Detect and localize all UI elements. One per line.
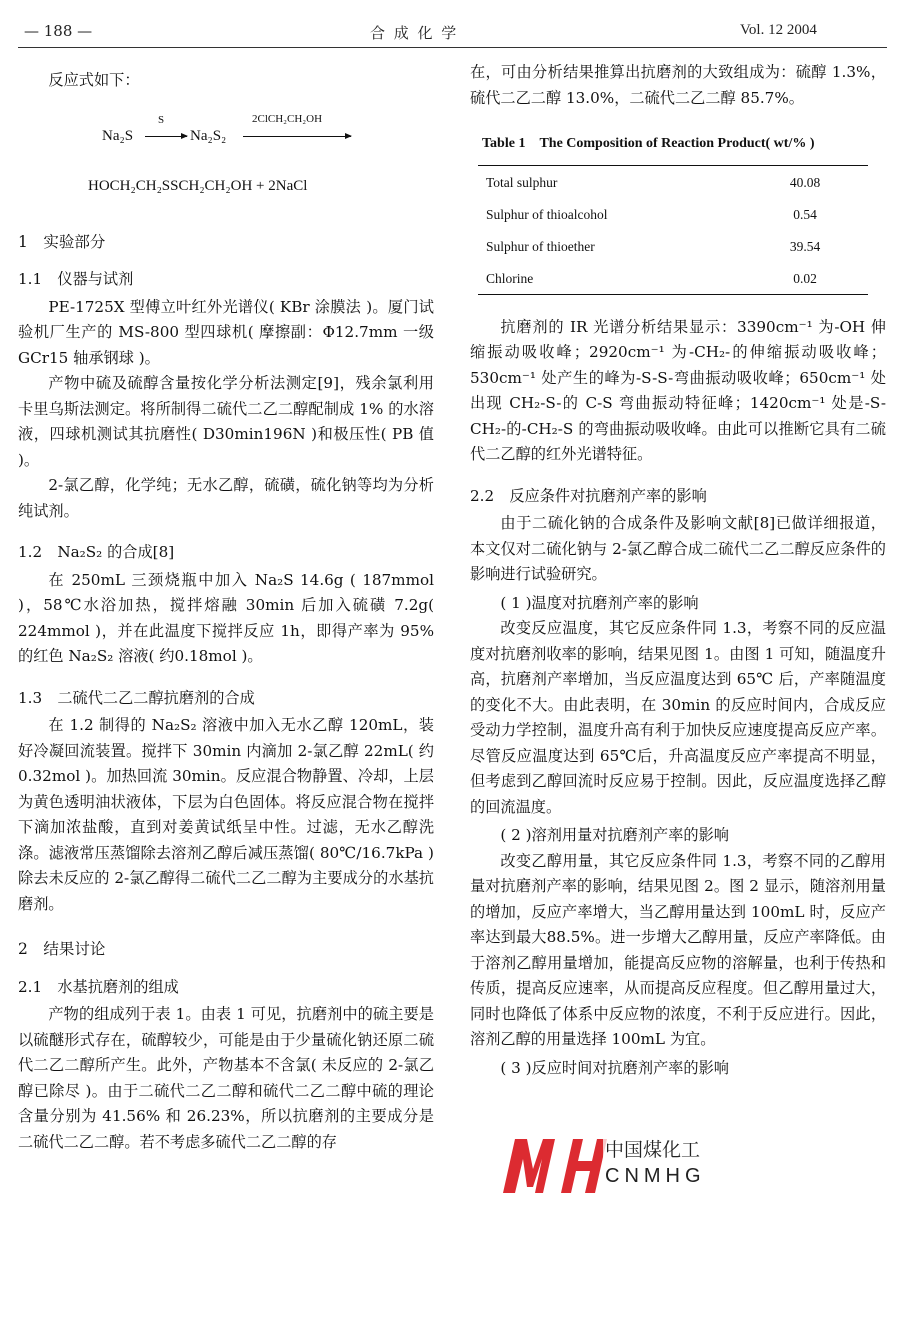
section-1-3-heading: 1.3 二硫代二乙二醇抗磨剂的合成 [18,688,255,707]
table-row [478,230,868,262]
paragraph: PE-1725X 型傅立叶红外光谱仪( KBr 涂膜法 )。厦门试验机厂生产的 MS-800 型四球机( 摩擦副：Φ12.7mm 一级 GCr15 轴承钢球 )。 [18,297,434,367]
section-1-2-heading: 1.2 Na₂S₂ 的合成[8] [18,543,175,561]
eq-arrow-1 [145,136,187,137]
paragraph: 产物的组成列于表 1。由表 1 可见，抗磨剂中的硫主要是以硫醚形式存在，硫醇较少，可能是由于少量硫化钠还原二硫代二乙二醇所产生。此外，产物基本不含氯( 未反应的 2-氯乙醇已除尽 )。由于二硫代二乙二醇和硫代二乙二醇中硫的理论含量分别为 41.56% 和 26.23%，所以抗磨剂的主要成分是二硫代二乙二醇。若不考虑多硫代二乙二醇的存 [18,1005,434,1151]
watermark-cn-text: 中国煤化工 [603,1135,702,1162]
section-2-2-heading: 2.2 反应条件对抗磨剂产率的影响 [470,486,707,505]
eq-product: HOCH₂CH₂SSCH₂CH₂OH + 2NaCl [88,177,308,194]
table-cell: Total sulphur [486,174,558,190]
paragraph: 抗磨剂的 IR 光谱分析结果显示：3390cm⁻¹ 为-OH 伸缩振动吸收峰；2920cm⁻¹ 为-CH₂-的伸缩振动吸收峰；530cm⁻¹ 处产生的峰为-S-S-弯曲振动吸收峰；650cm⁻¹ 处出现 CH₂-S-的 C-S 弯曲振动特征峰；1420cm⁻¹ 处是-S-CH₂-的-CH₂-S 的弯曲振动吸收峰。由此可以推断它具有二硫代二乙醇的红外光谱特征。 [470,317,886,463]
eq-reactant: Na₂S [102,127,134,144]
table-row [478,165,868,198]
section-2-heading: 2 结果讨论 [18,940,106,958]
table-caption: Table 1 The Composition of Reaction Product( wt/% ) [482,136,815,151]
table-cell: 0.02 [793,270,817,286]
table-cell: 39.54 [789,238,821,254]
table-cell: 0.54 [793,206,817,222]
watermark-en-text: CNMHG [605,1165,706,1187]
left-column [18,60,434,1155]
paragraph: 由于二硫化钠的合成条件及影响文献[8]已做详细报道，本文仅对二硫化钠与 2-氯乙醇合成二硫代二乙二醇反应条件的影响进行试验研究。 [470,514,886,583]
eq-arrow-2 [243,136,351,137]
composition-table [478,165,868,295]
subheading-time: ( 3 )反应时间对抗磨剂产率的影响 [500,1058,729,1077]
paragraph: 改变乙醇用量，其它反应条件同 1.3，考察不同的乙醇用量对抗磨剂产率的影响，结果见图 2。图 2 显示，随溶剂用量的增加，反应产率增大，当乙醇用量达到 100mL 时，反应产率达到最大88.5%。进一步增大乙醇用量，反应产率降低。由于溶剂乙醇用量增加，能提高反应物的溶解量，也利于传热和传质，提高反应速率，从而提高反应程度。但乙醇用量过大，同时也降低了体系中反应物的浓度，不利于反应进行。因此，溶剂乙醇的用量选择 100mL 为宜。 [470,851,886,1048]
eq-condition-1: S [158,113,165,126]
page-number: — 188 — [24,22,93,40]
table-row [478,262,868,295]
table-cell: Sulphur of thioether [486,238,595,254]
paragraph: 产物中硫及硫醇含量按化学分析法测定[9]，残余氯利用卡里乌斯法测定。将所制得二硫代二乙二醇配制成 1% 的水溶液，四球机测试其抗磨性( D30min196N )和极压性( PB 值 )。 [18,374,434,469]
eq-intermediate: Na₂S₂ [190,127,227,144]
eq-condition-2: 2ClCH₂CH₂OH [252,112,323,125]
journal-name: 合 成 化 学 [370,24,459,42]
paragraph: 在 1.2 制得的 Na₂S₂ 溶液中加入无水乙醇 120mL，装好冷凝回流装置。搅拌下 30min 内滴加 2-氯乙醇 22mL( 约 0.32mol )。加热回流 30min。反应混合物静置、冷却，上层为黄色透明油状液体，下层为白色固体。将反应混合物在搅拌下滴加浓盐酸，直到对姜黄试纸呈中性。过滤，无水乙醇洗涤。滤液常压蒸馏除去溶剂乙醇后减压蒸馏( 80℃/16.7kPa )除去未反应的 2-氯乙醇得二硫代二乙二醇为主要成分的水基抗磨剂。 [18,716,434,913]
paragraph: 2-氯乙醇，化学纯；无水乙醇，硫磺，硫化钠等均为分析纯试剂。 [18,476,434,520]
volume-info: Vol. 12 2004 [740,22,817,38]
paragraph: 在 250mL 三颈烧瓶中加入 Na₂S 14.6g ( 187mmol )，58℃水浴加热，搅拌熔融 30min 后加入硫磺 7.2g( 224mmol )，并在此温度下搅拌反应 1h，即得产率为 95% 的红色 Na₂S₂ 溶液( 约0.18mol )。 [18,570,434,665]
watermark-logo [497,1131,712,1201]
right-column [470,60,886,1081]
section-2-1-heading: 2.1 水基抗磨剂的组成 [18,977,179,996]
table-cell: Sulphur of thioalcohol [486,206,608,222]
paragraph: 在，可由分析结果推算出抗磨剂的大致组成为：硫醇 1.3%，硫代二乙二醇 13.0%，二硫代二乙二醇 85.7%。 [470,63,886,107]
section-1-1-heading: 1.1 仪器与试剂 [18,270,134,288]
table-cell: Chlorine [486,270,534,286]
table-row [478,198,868,230]
table-cell: 40.08 [789,174,821,190]
equation-intro: 反应式如下： [48,71,140,89]
reaction-equation [18,98,434,210]
header-rule [18,47,887,48]
section-1-heading: 1 实验部分 [18,232,106,251]
subheading-solvent: ( 2 )溶剂用量对抗磨剂产率的影响 [500,826,729,844]
subheading-temperature: ( 1 )温度对抗磨剂产率的影响 [500,593,699,612]
paragraph: 改变反应温度，其它反应条件同 1.3，考察不同的反应温度对抗磨剂收率的影响，结果见图 1。由图 1 可知，随温度升高，抗磨剂产率增加，当反应温度达到 65℃ 后，产率随温度的变化不大。由此表明，在 30min 的反应时间内，合成反应受动力学控制，温度升高有利于加快反应速度提高反应产率。尽管反应温度达到 65℃后，升高温度反应产率提高不明显，但考虑到乙醇回流时反应易于控制。因此，反应温度选择乙醇的回流温度。 [470,619,886,816]
